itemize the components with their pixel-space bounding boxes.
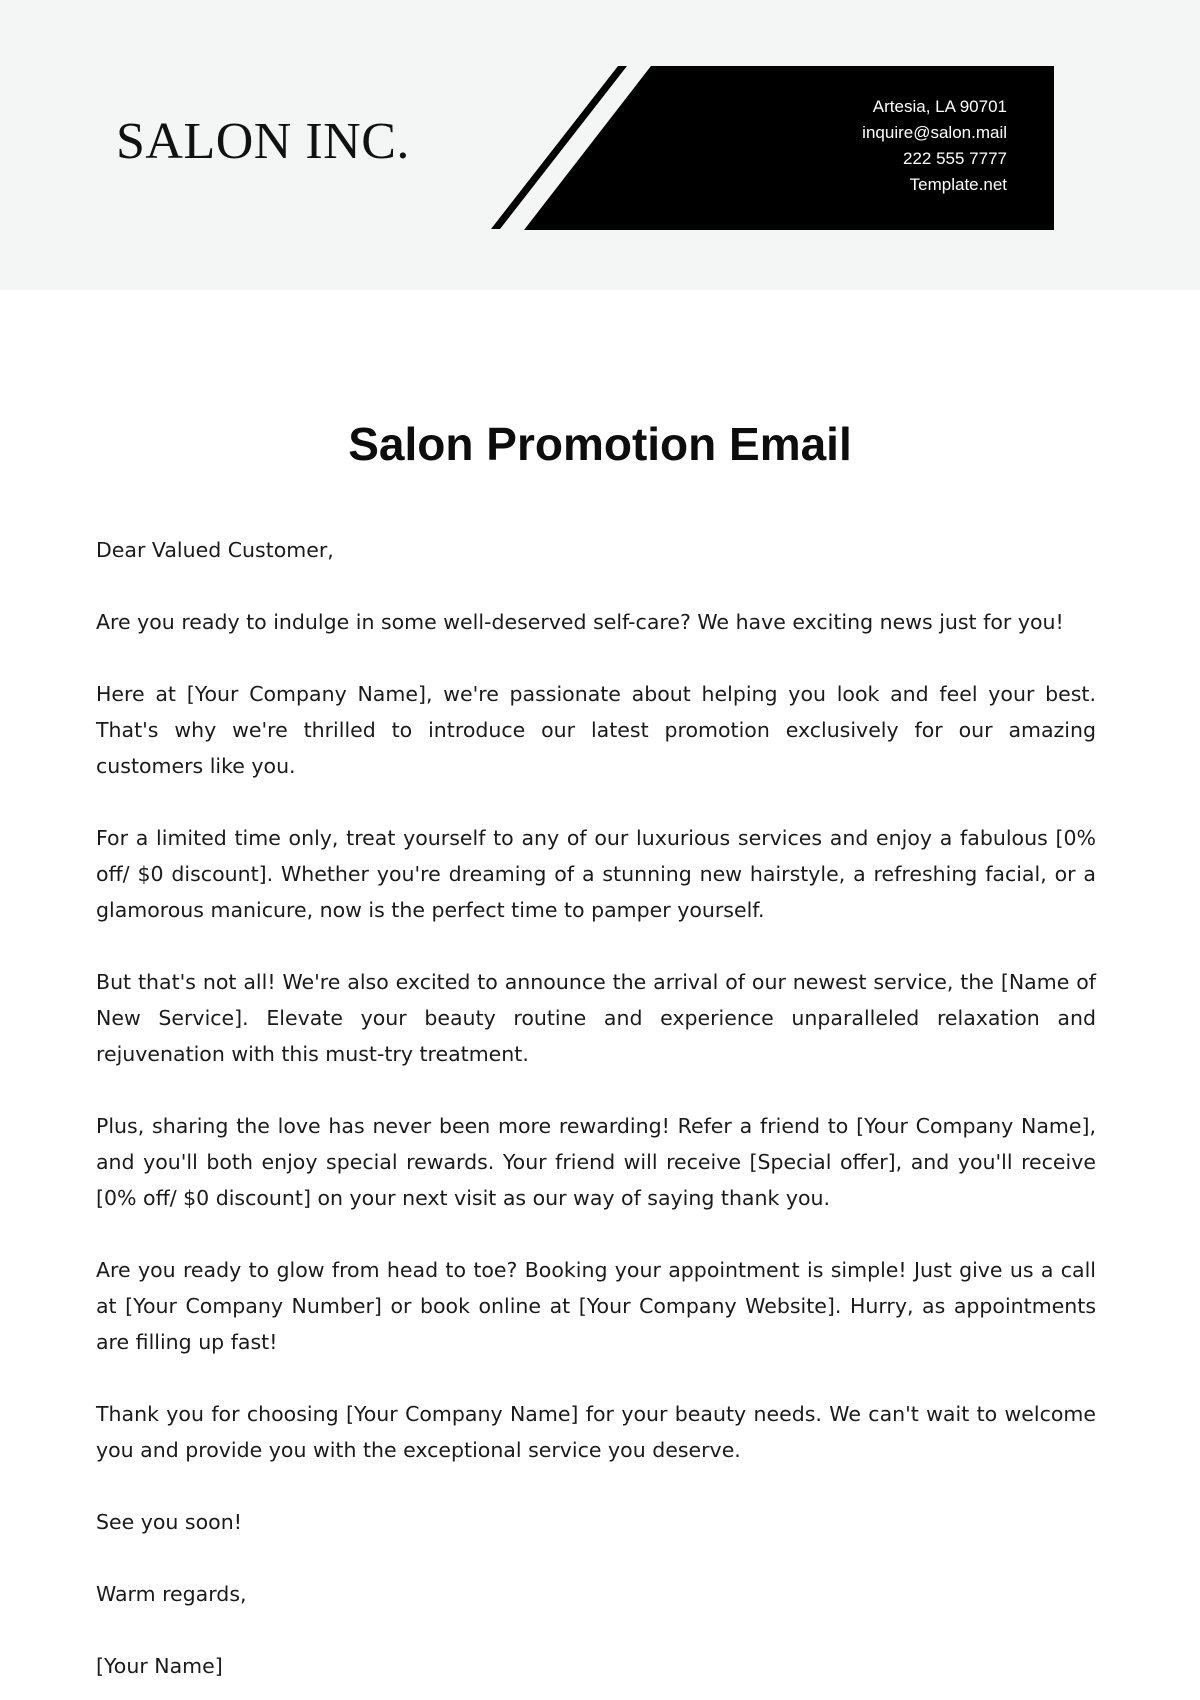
contact-email: inquire@salon.mail [862, 123, 1007, 142]
email-body [96, 532, 1096, 1700]
document-title: Salon Promotion Email [348, 418, 852, 470]
closing-line: See you soon! [96, 1510, 242, 1534]
body-paragraph: Thank you for choosing [Your Company Name] for your beauty needs. We can't wait to welcome you and provide you with the exceptional service you deserve. [96, 1402, 1096, 1462]
salutation: Dear Valued Customer, [96, 538, 334, 562]
banner-graphic [0, 0, 1200, 290]
body-paragraph: But that's not all! We're also excited to announce the arrival of our newest service, the [Name of New Service]. Elevate your beauty routine and experience unparalleled relaxation and rejuvenation with this must-try treatment. [96, 970, 1096, 1066]
body-paragraph: Are you ready to glow from head to toe? Booking your appointment is simple! Just give us a call at [Your Company Number] or book online at [Your Company Website]. Hurry, as appointments are filling up fast! [96, 1258, 1096, 1354]
body-paragraph: Are you ready to indulge in some well-deserved self-care? We have exciting news just for you! [96, 610, 1064, 634]
contact-block [862, 94, 1007, 198]
body-paragraph: For a limited time only, treat yourself to any of our luxurious services and enjoy a fabulous [0% off/ $0 discount]. Whether you're dreaming of a stunning new hairstyle, a refreshing facial, or a glamorous manicure, now is the perfect time to pamper yourself. [96, 826, 1096, 922]
body-paragraph: Plus, sharing the love has never been more rewarding! Refer a friend to [Your Company Name], and you'll both enjoy special rewards. Your friend will receive [Special offer], and you'll receive [0% off/ $0 discount] on your next visit as our way of saying thank you. [96, 1114, 1096, 1210]
company-logo: SALON INC. [116, 113, 410, 170]
contact-website: Template.net [909, 175, 1007, 194]
letterhead-header [0, 0, 1200, 290]
contact-phone: 222 555 7777 [903, 149, 1007, 168]
sign-off: Warm regards, [96, 1582, 247, 1606]
body-paragraph: Here at [Your Company Name], we're passionate about helping you look and feel your best. That's why we're thrilled to introduce our latest promotion exclusively for our amazing customers like you. [96, 682, 1096, 778]
signature-name: [Your Name] [96, 1654, 223, 1678]
contact-address: Artesia, LA 90701 [872, 97, 1007, 116]
